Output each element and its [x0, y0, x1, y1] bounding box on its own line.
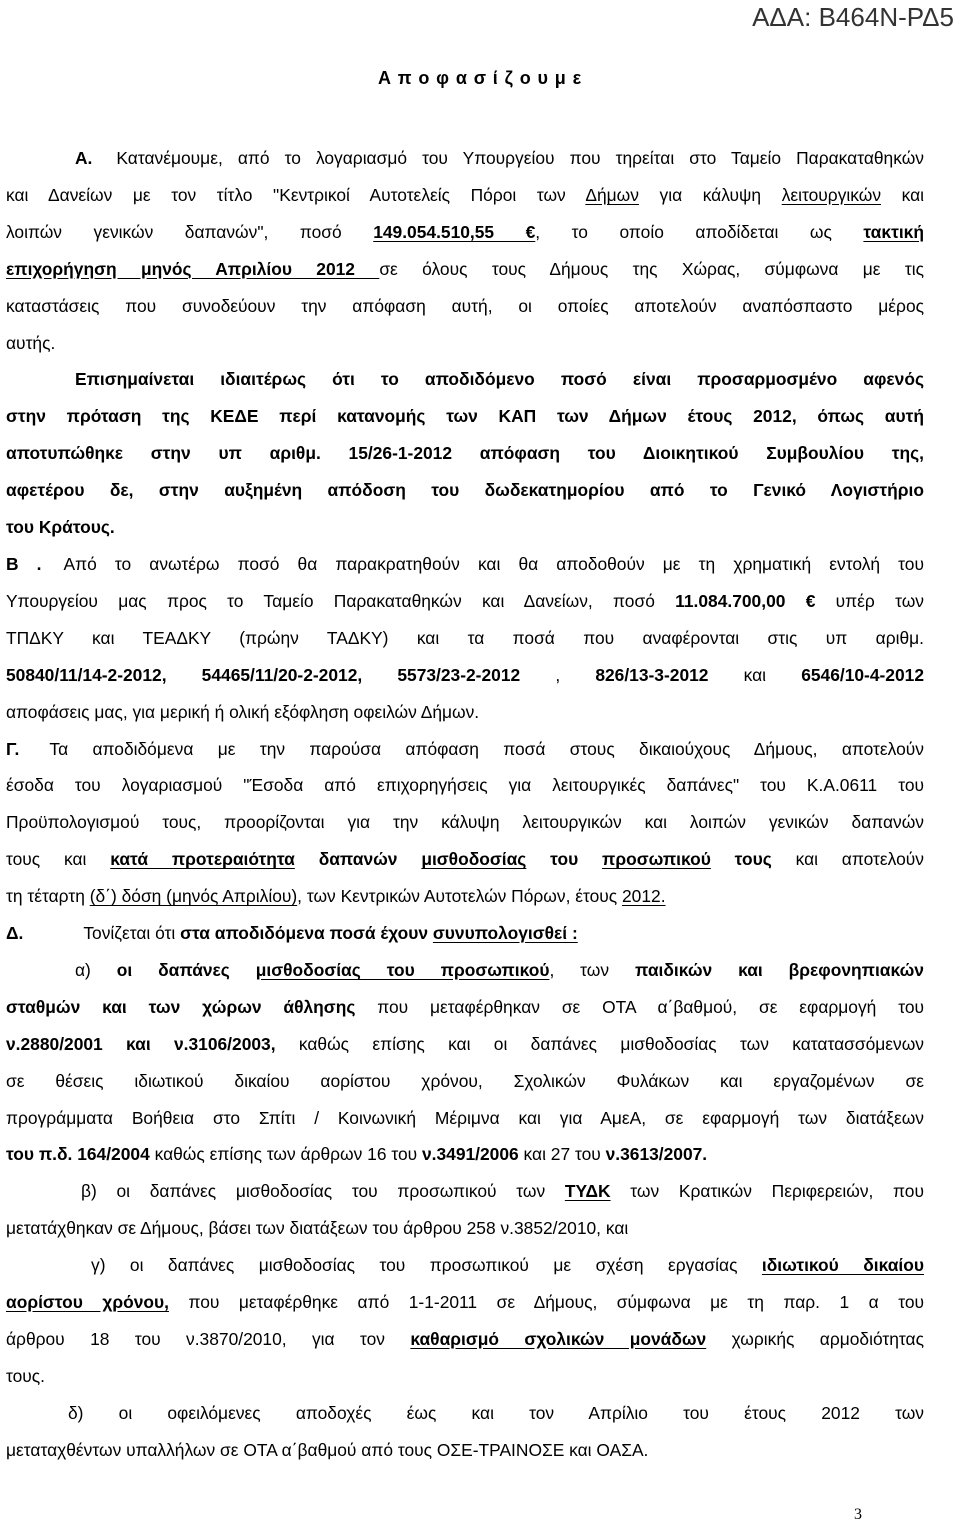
- section-d-text: στα αποδιδόμενα ποσά έχουν: [180, 923, 433, 944]
- section-d-text: του π.δ. 164/2004: [6, 1144, 150, 1165]
- section-d-text: καθώς επίσης και οι δαπάνες μισθοδοσίας των κατατασσόμενων: [275, 1033, 924, 1054]
- section-a-text: λοιπών γενικών δαπανών", ποσό: [6, 221, 374, 242]
- section-b-line: [6, 694, 924, 731]
- section-d-text: και 27 του: [518, 1144, 606, 1165]
- section-d-d-line: [6, 1432, 924, 1469]
- section-a-note-line: [6, 361, 924, 398]
- section-d-text: σταθμών και των χώρων άθλησης: [6, 996, 356, 1017]
- section-d-a-line: [6, 952, 924, 989]
- section-a-label: Α.: [75, 148, 93, 168]
- section-a-note-line: [6, 398, 924, 435]
- section-c-line: [6, 767, 924, 804]
- section-d-text: μετατάχθηκαν σε Δήμους, βάσει των διατάξεων του άρθρου 258 ν.3852/2010, και: [6, 1218, 629, 1239]
- section-a-line: [6, 288, 924, 325]
- section-a-text: και: [881, 184, 924, 205]
- section-c-line: [6, 878, 924, 915]
- section-c-text: έσοδα του λογαριασμού "Έσοδα από επιχορηγήσεις για λειτουργικές δαπάνες" του Κ.Α.0611 του: [6, 775, 924, 796]
- section-b-line: [6, 657, 924, 694]
- note-text: του Κράτους.: [6, 517, 115, 538]
- section-c-text: 2012.: [622, 886, 666, 907]
- section-d-text: α): [75, 959, 117, 980]
- section-d-text: καθαρισμό σχολικών μονάδων: [410, 1329, 707, 1349]
- section-b-line: [6, 620, 924, 657]
- section-d-text: που μεταφέρθηκε από 1-1-2011 σε Δήμους, σύμφωνα με τη παρ. 1 α του: [168, 1292, 925, 1313]
- section-d-text: Τονίζεται ότι: [83, 923, 181, 944]
- section-d-text: ν.3613/2007.: [605, 1144, 708, 1165]
- section-d-text: άρθρου 18 του ν.3870/2010, για τον: [6, 1329, 411, 1349]
- section-a-note-line: [6, 509, 924, 546]
- section-c-text: τους και: [6, 849, 111, 870]
- section-d-c-line: [6, 1321, 924, 1358]
- section-a-text: λειτουργικών: [781, 184, 882, 205]
- section-d-b-line: [6, 1210, 924, 1247]
- section-d-text: καθώς επίσης των άρθρων 16 του: [149, 1144, 422, 1165]
- section-d-text: ν.3491/2006: [421, 1144, 519, 1165]
- section-d-text: σε θέσεις ιδιωτικού δικαίου αορίστου χρόνου, Σχολικών Φυλάκων και εργαζομένων σε: [6, 1070, 924, 1091]
- note-text: αποτυπώθηκε στην υπ αριθμ. 15/26-1-2012 απόφαση του Διοικητικού Συμβουλίου της,: [6, 443, 924, 464]
- section-a-line: [6, 177, 924, 214]
- section-d-text: μεταταχθέντων υπαλλήλων σε ΟΤΑ α΄βαθμού από τους ΟΣΕ-ΤΡΑΙΝΟΣΕ και ΟΑΣΑ.: [6, 1439, 649, 1460]
- section-b-text: ΤΠΔΚΥ και ΤΕΑΔΚΥ (πρώην ΤΑΔΚΥ) και τα ποσά που αναφέρονται στις υπ αριθμ.: [6, 627, 924, 648]
- section-c-text: του: [526, 849, 603, 870]
- section-d-text: συνυπολογισθεί :: [432, 923, 578, 944]
- section-b-text: αποφάσεις μας, για μερική ή ολική εξόφληση οφειλών Δήμων.: [6, 701, 480, 722]
- section-b-label: Β .: [6, 553, 42, 574]
- section-d-d-line: [6, 1395, 924, 1432]
- decision-refs: 6546/10-4-2012: [801, 664, 924, 685]
- section-a-text: Δήμων: [585, 184, 639, 205]
- section-d-text: που μεταφέρθηκαν σε ΟΤΑ α΄βαθμού, σε εφαρμογή του: [355, 996, 924, 1017]
- note-text: Επισημαίνεται ιδιαιτέρως ότι το αποδιδόμενο ποσό είναι προσαρμοσμένο αφενός: [75, 369, 924, 390]
- section-c-label: Γ.: [6, 738, 20, 759]
- section-d-text: τους.: [6, 1365, 46, 1386]
- section-d-text: ιδιωτικού δικαίου: [761, 1255, 924, 1276]
- section-b-text: Υπουργείου μας προς το Ταμείο Παρακαταθηκών και Δανείων, ποσό: [6, 590, 676, 611]
- amount-withheld: 11.084.700,00 €: [675, 590, 816, 611]
- section-c-text: Τα αποδιδόμενα με την παρούσα απόφαση ποσά στους δικαιούχους Δήμους, αποτελούν: [49, 738, 924, 759]
- section-a-line: [6, 214, 924, 251]
- document-body: [6, 140, 924, 1469]
- section-d-label: Δ.: [6, 923, 24, 944]
- section-d-line: [6, 915, 924, 952]
- decision-refs: 826/13-3-2012: [595, 664, 709, 685]
- section-d-text: ΤΥΔΚ: [564, 1181, 611, 1202]
- section-c-text: κατά προτεραιότητα: [110, 849, 295, 870]
- section-b-text: και: [708, 664, 802, 685]
- section-b-line: [6, 546, 924, 583]
- ada-code: ΑΔΑ: Β464Ν-ΡΔ5: [752, 2, 954, 32]
- note-text: στην πρόταση της ΚΕΔΕ περί κατανομής των ΚΑΠ των Δήμων έτους 2012, όπως αυτή: [6, 406, 924, 427]
- section-c-text: τους: [710, 849, 772, 870]
- section-a-note-line: [6, 472, 924, 509]
- decision-heading: Α π ο φ α σ ί ζ ο υ μ ε: [377, 68, 583, 88]
- section-c-text: και αποτελούν: [771, 849, 924, 870]
- section-d-text: β) οι δαπάνες μισθοδοσίας του προσωπικού των: [81, 1181, 565, 1202]
- section-d-text: των Κρατικών Περιφερειών, που: [610, 1181, 924, 1202]
- section-c-line: [6, 731, 924, 768]
- section-c-text: μισθοδοσίας: [421, 849, 527, 870]
- section-c-text: (δ΄) δόση (μηνός Απριλίου): [89, 886, 298, 907]
- decision-refs: 50840/11/14-2-2012, 54465/11/20-2-2012, 5573/23-2-2012: [6, 664, 521, 685]
- section-d-a-line: [6, 1100, 924, 1137]
- section-a-text: σε όλους τους Δήμους της Χώρας, σύμφωνα με τις: [379, 258, 924, 279]
- section-b-text: Από το ανωτέρω ποσό θα παρακρατηθούν και θα αποδοθούν με τη χρηματική εντολή του: [63, 553, 924, 574]
- section-a-text: τακτική: [863, 221, 924, 242]
- page-number: 3: [854, 1506, 862, 1523]
- section-a-line: [6, 140, 924, 177]
- section-d-c-line: [6, 1284, 924, 1321]
- section-c-text: προσωπικού: [602, 849, 711, 870]
- section-d-b-line: [6, 1173, 924, 1210]
- section-a-line: [6, 325, 924, 362]
- section-b-text: υπέρ των: [815, 590, 924, 611]
- section-c-line: [6, 804, 924, 841]
- section-b-line: [6, 583, 924, 620]
- section-a-text: αυτής.: [6, 332, 56, 353]
- section-d-text: ν.2880/2001 και ν.3106/2003,: [6, 1033, 276, 1054]
- section-d-text: αορίστου χρόνου,: [6, 1292, 169, 1313]
- section-c-text: Προϋπολογισμού τους, προορίζονται για την κάλυψη λειτουργικών και λοιπών γενικών δαπανών: [6, 812, 924, 833]
- section-a-text: για κάλυψη: [638, 184, 782, 205]
- section-d-text: χωρικής αρμοδιότητας: [706, 1329, 924, 1349]
- section-a-text: καταστάσεις που συνοδεύουν την απόφαση αυτή, οι οποίες αποτελούν αναπόσπαστο μέρος: [6, 295, 924, 316]
- section-c-line: [6, 841, 924, 878]
- section-c-text: δαπανών: [294, 849, 422, 870]
- section-d-text: δ) οι οφειλόμενες αποδοχές έως και τον Απρίλιο του έτους 2012 των: [68, 1402, 924, 1423]
- section-a-line: [6, 251, 924, 288]
- section-d-a-line: [6, 1063, 924, 1100]
- section-d-text: οι δαπάνες: [116, 959, 256, 980]
- section-d-text: παιδικών και βρεφονηπιακών: [634, 959, 924, 980]
- section-b-text: ,: [520, 664, 596, 685]
- section-a-text: Κατανέμουμε, από το λογαριασμό του Υπουργείου που τηρείται στο Ταμείο Παρακαταθηκών: [116, 148, 924, 168]
- section-d-text: , των: [549, 959, 635, 980]
- section-d-text: προγράμματα Βοήθεια στο Σπίτι / Κοινωνική Μέριμνα και για ΑμεΑ, σε εφαρμογή των διατάξεων: [6, 1107, 924, 1128]
- section-a-text: , το οποίο αποδίδεται ως: [535, 221, 864, 242]
- section-d-a-line: [6, 1136, 924, 1173]
- section-d-text: μισθοδοσίας του προσωπικού: [255, 959, 550, 980]
- section-a-text: και Δανείων με τον τίτλο "Κεντρικοί Αυτοτελείς Πόροι των: [6, 184, 586, 205]
- section-d-c-line: [6, 1247, 924, 1284]
- section-d-text: γ) οι δαπάνες μισθοδοσίας του προσωπικού με σχέση εργασίας: [91, 1255, 762, 1276]
- amount-total: 149.054.510,55 €: [373, 221, 536, 242]
- section-d-a-line: [6, 989, 924, 1026]
- section-a-note-line: [6, 435, 924, 472]
- section-a-text: επιχορήγηση μηνός Απριλίου 2012: [6, 258, 380, 279]
- section-d-c-line: [6, 1358, 924, 1395]
- note-text: αφετέρου δε, στην αυξημένη απόδοση του δωδεκατημορίου από το Γενικό Λογιστήριο: [6, 480, 924, 501]
- section-c-text: τη τέταρτη: [6, 886, 90, 907]
- section-d-a-line: [6, 1026, 924, 1063]
- section-c-text: , των Κεντρικών Αυτοτελών Πόρων, έτους: [297, 886, 623, 907]
